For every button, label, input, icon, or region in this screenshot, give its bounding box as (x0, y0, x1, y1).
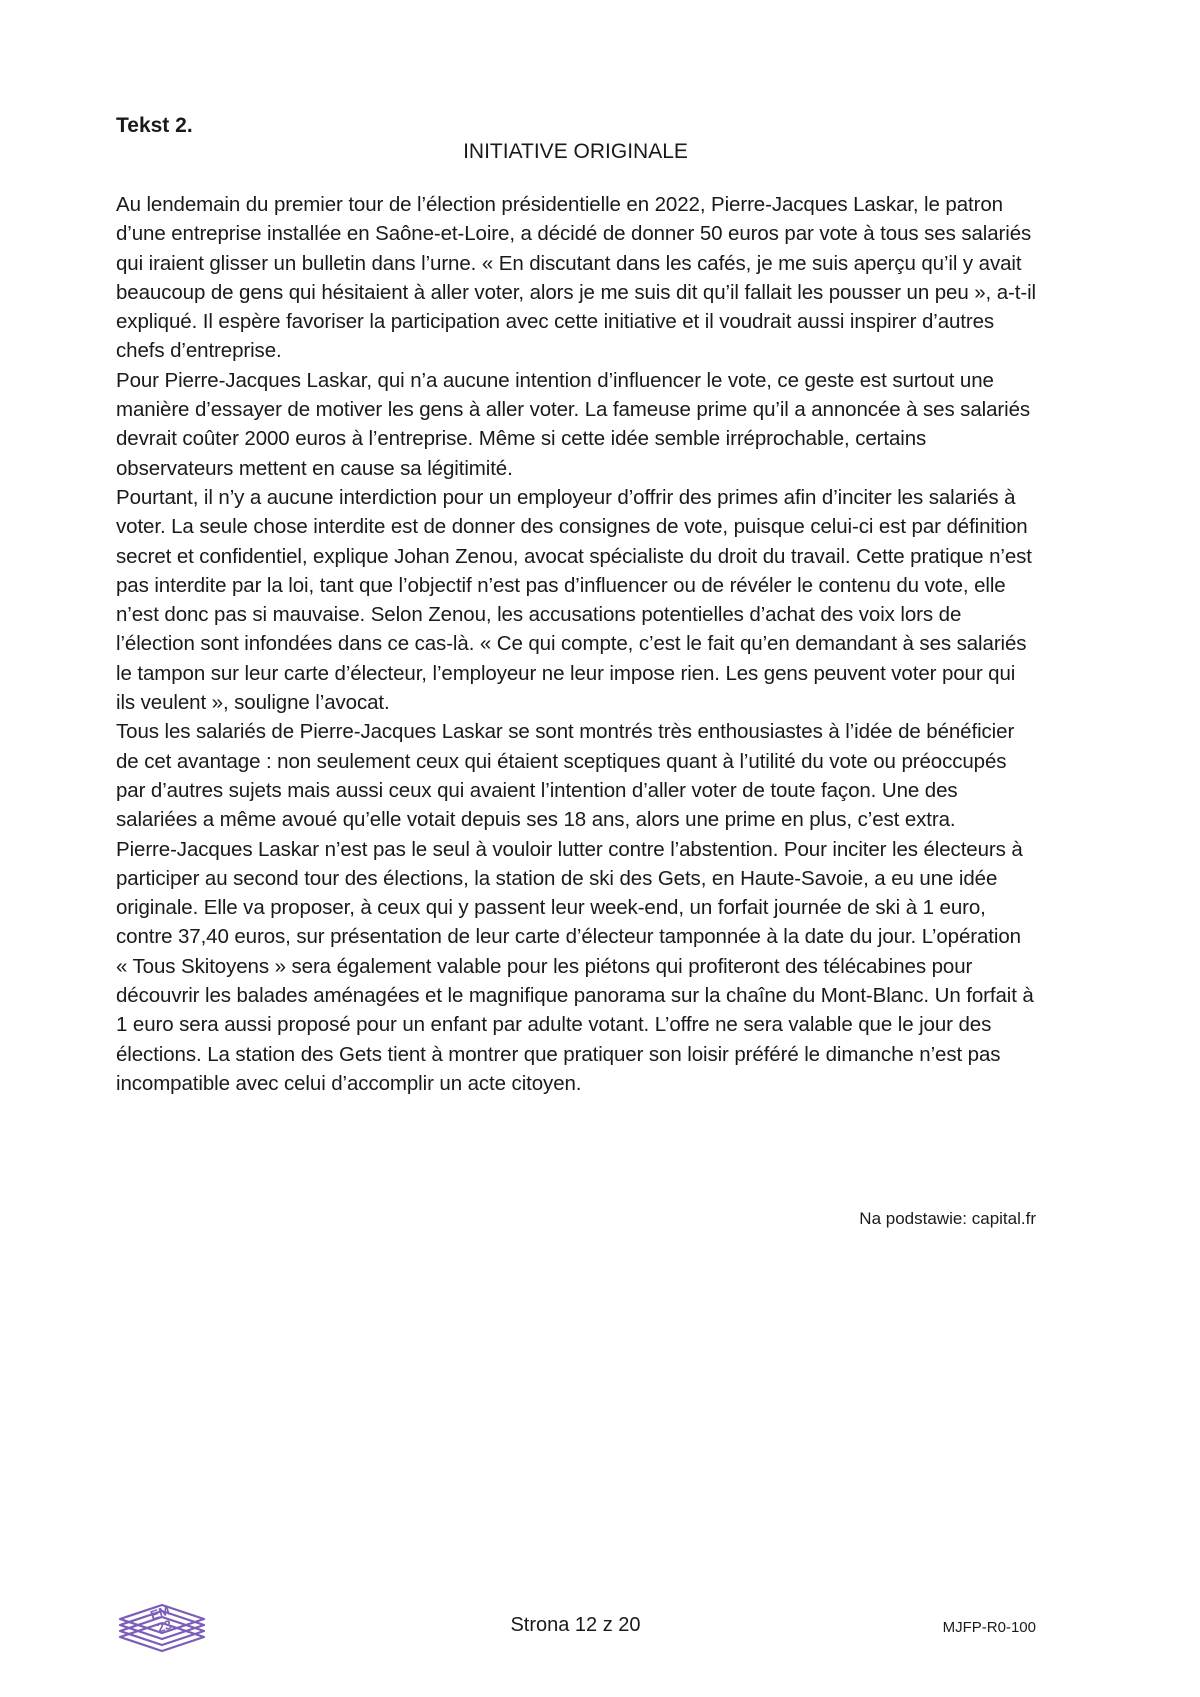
svg-text:EM: EM (148, 1602, 172, 1623)
article-title: INITIATIVE ORIGINALE (463, 140, 688, 163)
article-body (116, 190, 1036, 1098)
paragraph: Pourtant, il n’y a aucune interdiction pour un employeur d’offrir des primes afin d’inciter les salariés à voter. La seule chose interdite est de donner des consignes de vote, puisque celui-ci est par définition secret et confidentiel, explique Johan Zenou, avocat spécialiste du droit du travail. Cette pratique n’est pas interdite par la loi, tant que l’objectif n’est pas d’influencer ou de révéler le contenu du vote, elle n’est donc pas si mauvaise. Selon Zenou, les accusations potentielles d’achat des voix lors de l’élection sont infondées dans ce cas-là. « Ce qui compte, c’est le fait qu’en demandant à ses salariés le tampon sur leur carte d’électeur, l’employeur ne leur impose rien. Les gens peuvent voter pour qui ils veulent », souligne l’avocat. (116, 485, 1032, 715)
text-label: Tekst 2. (116, 114, 193, 137)
exam-code: MJFP-R0-100 (942, 1619, 1036, 1636)
paragraph: Pierre-Jacques Laskar n’est pas le seul à vouloir lutter contre l’abstention. Pour inciter les électeurs à participer au second tour des élections, la station de ski des Gets, en Haute-Savoie, a eu une idée originale. Elle va proposer, à ceux qui y passent leur week-end, un forfait journée de ski à 1 euro, contre 37,40 euros, sur présentation de leur carte d’électeur tamponnée à la date du jour. L’opération « Tous Skitoyens » sera également valable pour les piétons qui profiteront des télécabines pour découvrir les balades aménagées et le magnifique panorama sur la chaîne du Mont-Blanc. Un forfait à 1 euro sera aussi proposé pour un enfant par adulte votant. L’offre ne sera valable que le jour des élections. La station des Gets tient à montrer que pratiquer son loisir préféré le dimanche n’est pas incompatible avec celui d’accomplir un acte citoyen. (116, 837, 1034, 1095)
paragraph: Pour Pierre-Jacques Laskar, qui n’a aucune intention d’influencer le vote, ce geste est surtout une manière d’essayer de motiver les gens à aller voter. La fameuse prime qu’il a annoncée à ses salariés devrait coûter 2000 euros à l’entreprise. Même si cette idée semble irréprochable, certains observateurs mettent en cause sa légitimité. (116, 368, 1031, 480)
paragraph: Tous les salariés de Pierre-Jacques Laskar se sont montrés très enthousiastes à l’idée de bénéficier de cet avantage : non seulement ceux qui étaient sceptiques quant à l’utilité du vote ou préoccupés par d’autres sujets mais aussi ceux qui avaient l’intention d’aller voter de toute façon. Une des salariées a même avoué qu’elle votait depuis ses 18 ans, alors une prime en plus, c’est extra. (116, 720, 1015, 832)
source-note: Na podstawie: capital.fr (859, 1209, 1036, 1228)
svg-text:23: 23 (155, 1616, 174, 1636)
paragraph: Au lendemain du premier tour de l’élection présidentielle en 2022, Pierre-Jacques Laskar, le patron d’une entreprise installée en Saône-et-Loire, a décidé de donner 50 euros par vote à tous ses salariés qui iraient glisser un bulletin dans l’urne. « En discutant dans les cafés, je me suis aperçu qu’il y avait beaucoup de gens qui hésitaient à aller voter, alors je me suis dit qu’il fallait les pousser un peu », a-t-il expliqué. Il espère favoriser la participation avec cette initiative et il voudrait aussi inspirer d’autres chefs d’entreprise. (116, 193, 1037, 363)
page-number: Strona 12 z 20 (510, 1614, 641, 1636)
